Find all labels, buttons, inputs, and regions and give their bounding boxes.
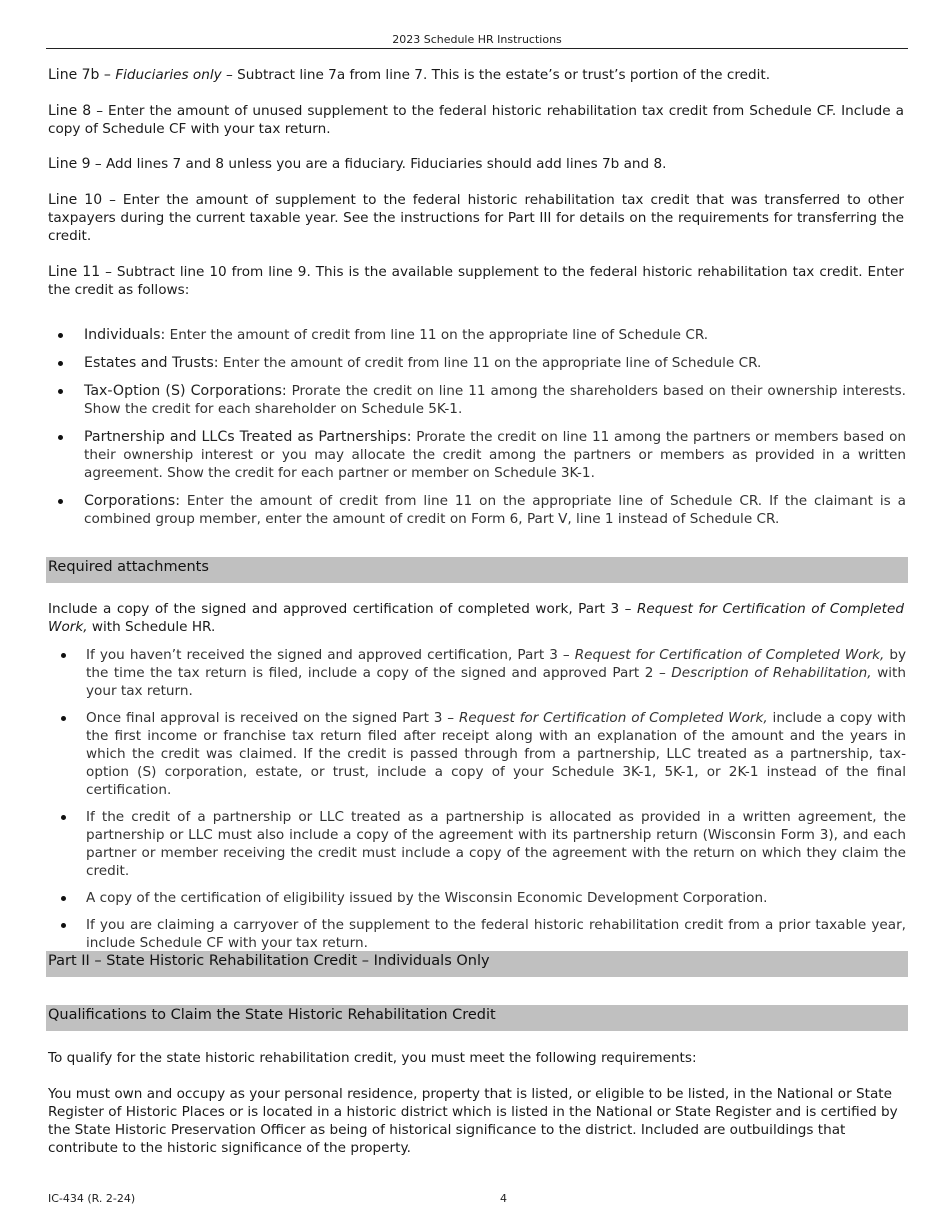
line-7b-italic: Fiduciaries only (115, 67, 222, 83)
required-attachments-heading: Required attachments (46, 557, 908, 583)
bullet-text: If you haven’t received the signed and approved certification, Part 3 – (86, 647, 575, 663)
line-9-label: Line 9 (48, 156, 91, 172)
bullet-text: by the time the tax return is filed, include a copy of the signed and approved Part 2 – (86, 647, 906, 681)
bullet-icon (61, 896, 66, 901)
list-item (48, 382, 906, 418)
bullet-text: Prorate the credit on line 11 among the shareholders based on their ownership interests. Show the credit for each shareholder on Schedule 5K-1. (84, 383, 906, 417)
bullet-icon (58, 435, 63, 440)
line-7b-label: Line 7b – (48, 67, 116, 83)
bullet-icon (58, 499, 63, 504)
line-8-text: – Enter the amount of unused supplement to the federal historic rehabilitation tax credit from Schedule CF. Include a copy of Schedule CF with your tax return. (48, 103, 904, 137)
list-item (48, 889, 906, 907)
list-item (48, 354, 906, 372)
bullet-term: Partnership and LLCs Treated as Partnerships: (84, 429, 412, 445)
qualifications-requirement: You must own and occupy as your personal residence, property that is listed, or eligible to be listed, in the National or State Register of Historic Places or is located in a historic district which is listed in the National or State Register and is certified by the State Historic Preservation Officer as being of historical significance to the district. Included are outbuildings that contribute to the historic significance of the property. (48, 1086, 898, 1156)
bullet-icon (58, 389, 63, 394)
bullet-icon (61, 653, 66, 658)
required-attachments-intro (48, 600, 904, 636)
list-item (48, 709, 906, 799)
bullet-italic: Description of Rehabilitation, (671, 665, 872, 681)
bullet-term: Estates and Trusts: (84, 355, 219, 371)
page-number: 4 (500, 1192, 507, 1205)
intro-text: Include a copy of the signed and approved certification of completed work, Part 3 – (48, 601, 637, 617)
line-11-paragraph (48, 263, 904, 299)
bullet-icon (61, 923, 66, 928)
bullet-text: A copy of the certification of eligibility issued by the Wisconsin Economic Development Corporation. (86, 890, 768, 906)
attachments-list (48, 646, 906, 952)
bullet-term: Tax-Option (S) Corporations: (84, 383, 287, 399)
bullet-text: include a copy with the first income or franchise tax return filed after receipt along with an explanation of the amount and the years in which the credit was claimed. If the credit is passed through from a partnership, LLC treated as a partnership, tax- option (S) corporation, estate, or trust, include a copy of your Schedule 3K-1, 5K-1, or 2K-1 instead of the final certification. (86, 710, 906, 798)
line-9-paragraph (48, 155, 904, 173)
list-item (48, 646, 906, 700)
line-7b-text: – Subtract line 7a from line 7. This is the estate’s or trust’s portion of the credit. (221, 67, 771, 83)
bullet-text: Enter the amount of credit from line 11 on the appropriate line of Schedule CR. (165, 327, 709, 343)
bullet-text: Prorate the credit on line 11 among the partners or members based on their ownership interest or you may allocate the credit among the partners or members as provided in a written agreement. Show the credit for each partner or member on Schedule 3K-1. (84, 429, 907, 481)
bullet-text: If the credit of a partnership or LLC treated as a partnership is allocated as provided in a written agreement, the partnership or LLC must also include a copy of the agreement with its partnership return (Wisconsin Form 3), and each partner or member receiving the credit must include a copy of the agreement with the return on which they claim the credit. (86, 809, 906, 879)
line-8-label: Line 8 (48, 103, 92, 119)
qualifications-heading: Qualifications to Claim the State Historic Rehabilitation Credit (46, 1005, 908, 1031)
bullet-text: Enter the amount of credit from line 11 on the appropriate line of Schedule CR. If the claimant is a combined group member, enter the amount of credit on Form 6, Part V, line 1 instead of Schedule CR. (84, 493, 906, 527)
line-10-paragraph (48, 191, 904, 245)
bullet-icon (61, 716, 66, 721)
line-7b-paragraph (48, 66, 904, 84)
bullet-text: with your tax return. (86, 665, 906, 699)
intro-italic: Request for Certification of Completed Work, (48, 601, 904, 635)
bullet-italic: Request for Certification of Completed Work, (574, 647, 885, 663)
list-item (48, 808, 906, 880)
bullet-text: Once final approval is received on the signed Part 3 – (86, 710, 459, 726)
list-item (48, 428, 906, 482)
bullet-icon (61, 815, 66, 820)
line-10-text: – Enter the amount of supplement to the federal historic rehabilitation tax credit that was transferred to other taxpayers during the current taxable year. See the instructions for Part III for details on the requirements for transferring the credit. (48, 192, 904, 244)
credit-allocation-list (48, 326, 906, 528)
bullet-text: Enter the amount of credit from line 11 on the appropriate line of Schedule CR. (218, 355, 762, 371)
part-2-heading: Part II – State Historic Rehabilitation Credit – Individuals Only (46, 951, 908, 977)
line-11-text: – Subtract line 10 from line 9. This is the available supplement to the federal historic rehabilitation tax credit. Enter the credit as follows: (48, 264, 904, 298)
bullet-term: Individuals: (84, 327, 166, 343)
bullet-text: If you are claiming a carryover of the supplement to the federal historic rehabilitation credit from a prior taxable year, include Schedule CF with your tax return. (86, 917, 906, 951)
qualifications-intro: To qualify for the state historic rehabilitation credit, you must meet the following requirements: (48, 1050, 697, 1066)
list-item (48, 916, 906, 952)
bullet-icon (58, 361, 63, 366)
bullet-icon (58, 333, 63, 338)
bullet-italic: Request for Certification of Completed Work, (458, 710, 768, 726)
form-id: IC-434 (R. 2-24) (48, 1192, 136, 1205)
page-header: 2023 Schedule HR Instructions (46, 33, 908, 49)
intro-text-end: with Schedule HR. (87, 619, 216, 635)
line-10-label: Line 10 (48, 192, 103, 208)
line-9-text: – Add lines 7 and 8 unless you are a fiduciary. Fiduciaries should add lines 7b and 8. (90, 156, 667, 172)
list-item (48, 326, 906, 344)
line-11-label: Line 11 (48, 264, 101, 280)
list-item (48, 492, 906, 528)
bullet-term: Corporations: (84, 493, 180, 509)
line-8-paragraph (48, 102, 904, 138)
